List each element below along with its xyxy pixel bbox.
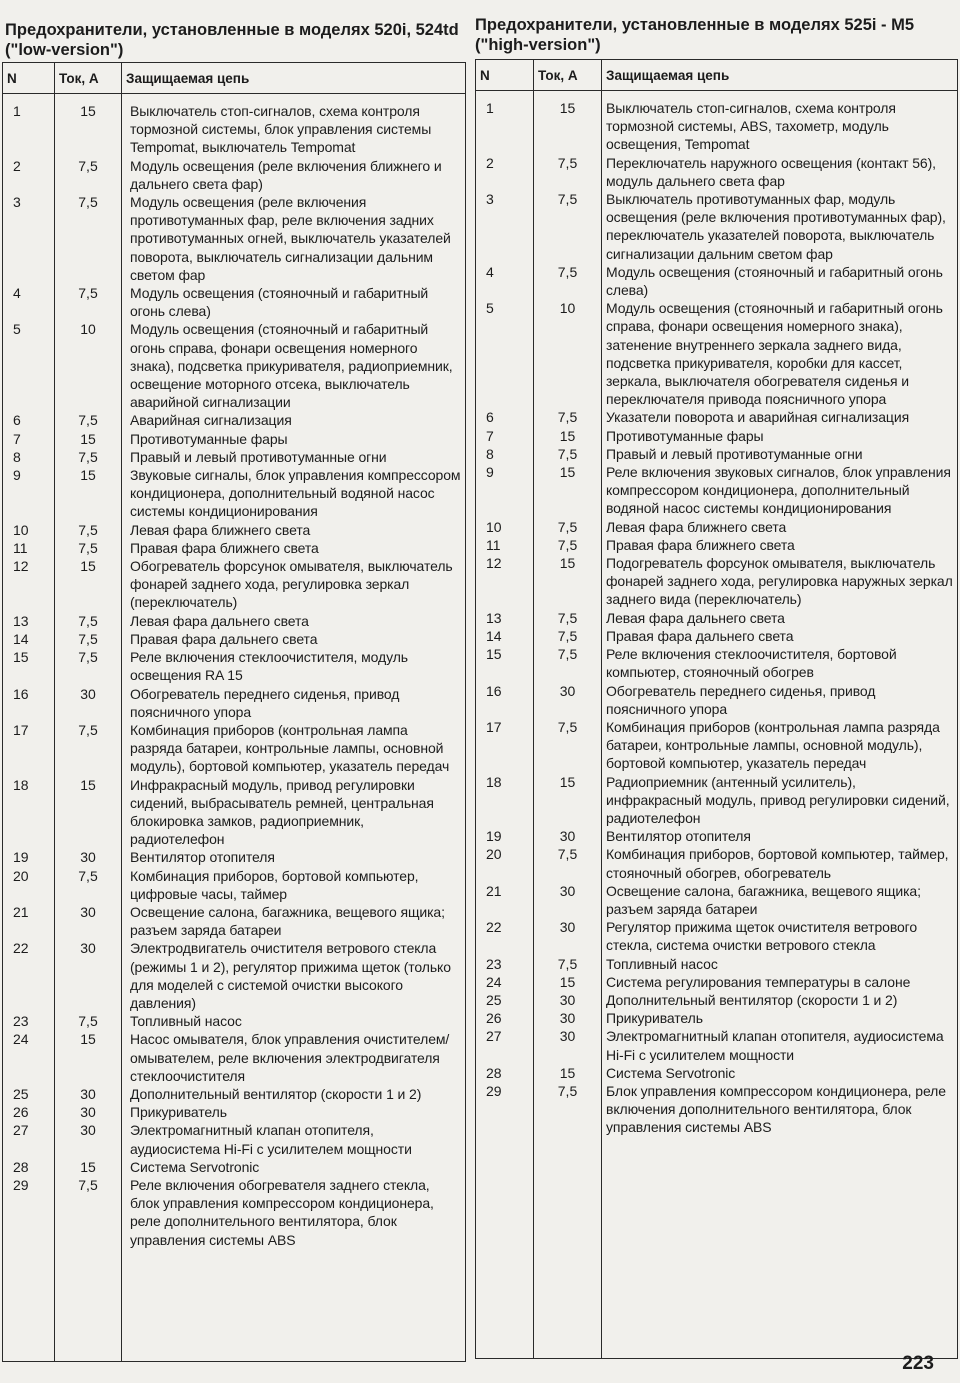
fuse-circuit: Насос омывателя, блок управления очистителем/омывателем, реле включения электродвигателя стеклоочистителя [130, 1031, 450, 1084]
fuse-current: 15 [55, 466, 122, 521]
fuse-circuit: Регулятор прижима щеток очистителя ветрового стекла, система очистки ветрового стекла [606, 919, 918, 954]
table-row [3, 284, 466, 320]
table-header-row [476, 60, 958, 91]
fuse-number: 2 [476, 154, 534, 190]
table-row [3, 448, 466, 466]
fuse-current: 7,5 [55, 157, 122, 193]
table-row [476, 827, 958, 845]
fuse-circuit: Освещение салона, багажника, вещевого ящика; разъем заряда батареи [606, 882, 921, 917]
table-row [476, 955, 958, 973]
fuse-circuit: Инфракрасный модуль, привод регулировки сидений, выбрасыватель ремней, центральная блокировка замков, радиоприемник, радиотелефон [130, 776, 434, 848]
table-row [476, 427, 958, 445]
fuse-current: 7,5 [55, 612, 122, 630]
fuse-current: 30 [534, 991, 602, 1009]
header-current: Ток, А [534, 60, 602, 91]
fuse-current: 15 [534, 91, 602, 154]
fuse-current: 15 [534, 554, 602, 609]
fuse-number: 10 [3, 521, 55, 539]
fuse-current: 30 [534, 882, 602, 918]
fuse-current: 7,5 [534, 263, 602, 299]
fuse-current: 7,5 [55, 539, 122, 557]
fuse-current: 30 [534, 1009, 602, 1027]
fuse-current: 7,5 [534, 408, 602, 426]
fuse-circuit: Система Servotronic [130, 1158, 260, 1175]
fuse-circuit: Реле включения обогревателя заднего стекла, блок управления компрессором кондиционера, реле дополнительного вентилятора, блок управления системы ABS [130, 1176, 434, 1248]
table-row [476, 190, 958, 263]
table-filler-cell [602, 1137, 958, 1359]
fuse-circuit: Модуль освещения (стояночный и габаритный огонь справа, фонари освещения номерного знака), подсветка прикуривателя, радиоприемник, освещение моторного отсека, выключатель аварийной сигнализации [130, 321, 453, 411]
fuse-circuit: Правая фара ближнего света [130, 539, 319, 556]
fuse-circuit: Модуль освещения (стояночный и габаритный огонь слева) [130, 285, 429, 320]
fuse-current: 15 [534, 1064, 602, 1082]
table-row [3, 776, 466, 849]
fuse-current: 30 [55, 848, 122, 866]
fuse-number: 28 [476, 1064, 534, 1082]
table-row [3, 157, 466, 193]
fuse-current: 7,5 [55, 521, 122, 539]
fuse-circuit: Модуль освещения (стояночный и габаритный огонь слева) [606, 263, 943, 299]
fuse-number: 21 [3, 903, 55, 939]
table-row [476, 263, 958, 299]
fuse-number: 18 [3, 776, 55, 849]
fuse-current: 7,5 [55, 721, 122, 776]
fuse-current: 7,5 [534, 609, 602, 627]
fuse-current: 7,5 [55, 448, 122, 466]
table-row [476, 299, 958, 408]
table-row [476, 91, 958, 154]
fuse-current: 15 [55, 557, 122, 612]
right-fuse-table [475, 59, 958, 1359]
right-section [475, 0, 958, 1359]
fuse-circuit: Противотуманные фары [130, 430, 288, 447]
fuse-circuit: Выключатель стоп-сигналов, схема контроля тормозной системы, блок управления системы Tempomat, выключатель Tempomat [130, 103, 432, 156]
table-row [3, 466, 466, 521]
table-row [476, 918, 958, 954]
fuse-current: 30 [534, 827, 602, 845]
fuse-circuit: Прикуриватель [606, 1010, 703, 1027]
fuse-number: 3 [3, 193, 55, 284]
fuse-circuit: Вентилятор отопителя [606, 828, 751, 845]
fuse-current: 15 [55, 430, 122, 448]
table-row [3, 557, 466, 612]
fuse-current: 15 [55, 1030, 122, 1085]
table-row [476, 609, 958, 627]
fuse-current: 30 [55, 685, 122, 721]
table-row [3, 612, 466, 630]
fuse-current: 7,5 [55, 1012, 122, 1030]
fuse-current: 7,5 [534, 718, 602, 773]
fuse-current: 7,5 [534, 518, 602, 536]
fuse-current: 7,5 [534, 645, 602, 681]
table-filler-cell [122, 1249, 466, 1362]
fuse-circuit: Дополнительный вентилятор (скорости 1 и 2) [606, 991, 898, 1008]
table-row [476, 1082, 958, 1137]
fuse-circuit: Звуковые сигналы, блок управления компрессором кондиционера, дополнительный водяной насос системы кондиционирования [130, 467, 461, 520]
table-row [476, 991, 958, 1009]
fuse-number: 6 [3, 411, 55, 429]
table-row [476, 1027, 958, 1063]
fuse-number: 13 [476, 609, 534, 627]
fuse-number: 5 [476, 299, 534, 408]
table-row [476, 973, 958, 991]
table-row [3, 721, 466, 776]
fuse-circuit: Модуль освещения (реле включения ближнего и дальнего света фар) [130, 157, 442, 192]
table-row [3, 411, 466, 429]
fuse-number: 8 [3, 448, 55, 466]
header-current: Ток, А [55, 63, 122, 94]
fuse-circuit: Система Servotronic [606, 1064, 736, 1081]
fuse-circuit: Комбинация приборов, бортовой компьютер, цифровые часы, таймер [130, 867, 419, 902]
fuse-current: 7,5 [55, 648, 122, 684]
table-filler-row [476, 1137, 958, 1359]
fuse-current: 7,5 [55, 193, 122, 284]
fuse-current: 30 [55, 1103, 122, 1121]
fuse-number: 25 [476, 991, 534, 1009]
fuse-number: 22 [476, 918, 534, 954]
fuse-circuit: Комбинация приборов (контрольная лампа разряда батареи, контрольные лампы, основной модуль), бортовой компьютер, указатель передач [606, 718, 940, 772]
table-row [3, 1158, 466, 1176]
table-row [476, 554, 958, 609]
fuse-number: 16 [3, 685, 55, 721]
fuse-circuit: Модуль освещения (стояночный и габаритный огонь справа, фонари освещения номерного знака), затенение внутреннего зеркала заднего вида, подсветка прикуривателя, коробки для кассет, зеркала, выключателя обогревателя сиденья и переключателя привода поясничного упора [606, 300, 943, 408]
fuse-circuit: Освещение салона, багажника, вещевого ящика; разъем заряда батареи [130, 903, 445, 939]
fuse-number: 1 [3, 94, 55, 157]
fuse-circuit: Электромагнитный клапан отопителя, аудиосистема Hi-Fi с усилителем мощности [130, 1122, 412, 1157]
fuse-circuit: Дополнительный вентилятор (скорости 1 и 2) [130, 1085, 422, 1102]
table-row [476, 518, 958, 536]
fuse-number: 23 [476, 955, 534, 973]
table-row [3, 685, 466, 721]
fuse-current: 30 [534, 918, 602, 954]
fuse-circuit: Вентилятор отопителя [130, 849, 275, 866]
fuse-circuit: Комбинация приборов (контрольная лампа разряда батареи, контрольные лампы, основной модуль), бортовой компьютер, указатель передач [130, 721, 450, 775]
fuse-circuit: Реле включения стеклоочистителя, модуль освещения RA 15 [130, 649, 408, 684]
fuse-circuit: Левая фара ближнего света [130, 521, 311, 538]
table-row [476, 718, 958, 773]
fuse-circuit: Прикуриватель [130, 1104, 227, 1121]
table-row [3, 867, 466, 903]
fuse-number: 29 [476, 1082, 534, 1137]
table-row [476, 882, 958, 918]
fuse-circuit: Выключатель стоп-сигналов, схема контроля тормозной системы, ABS, тахометр, модуль освещения, Tempomat [606, 100, 896, 153]
table-row [476, 463, 958, 518]
fuse-number: 26 [476, 1009, 534, 1027]
table-row [3, 94, 466, 157]
table-row [476, 445, 958, 463]
table-row [3, 1176, 466, 1249]
fuse-number: 29 [3, 1176, 55, 1249]
fuse-current: 15 [55, 1158, 122, 1176]
table-row [3, 521, 466, 539]
table-row [3, 320, 466, 411]
fuse-circuit: Обогреватель переднего сиденья, привод поясничного упора [606, 682, 876, 717]
header-circuit: Защищаемая цепь [122, 63, 466, 94]
fuse-number: 12 [3, 557, 55, 612]
fuse-number: 20 [476, 845, 534, 881]
table-row [3, 630, 466, 648]
fuse-current: 30 [534, 682, 602, 718]
fuse-number: 13 [3, 612, 55, 630]
fuse-circuit: Переключатель наружного освещения (контакт 56), модуль дальнего света фар [606, 154, 936, 189]
fuse-current: 7,5 [55, 284, 122, 320]
fuse-circuit: Обогреватель форсунок омывателя, выключатель фонарей заднего хода, регулировка зеркал (переключатель) [130, 558, 453, 611]
fuse-current: 7,5 [534, 154, 602, 190]
fuse-current: 7,5 [534, 627, 602, 645]
table-row [476, 627, 958, 645]
fuse-circuit: Электродвигатель очистителя ветрового стекла (режимы 1 и 2), регулятор прижима щеток (только для моделей с системой очистки высокого давления) [130, 940, 451, 1011]
table-filler-cell [55, 1249, 122, 1362]
right-table-body [476, 91, 958, 1359]
fuse-current: 15 [55, 94, 122, 157]
fuse-number: 6 [476, 408, 534, 426]
fuse-number: 2 [3, 157, 55, 193]
fuse-current: 15 [534, 463, 602, 518]
table-row [476, 845, 958, 881]
fuse-number: 12 [476, 554, 534, 609]
fuse-number: 11 [3, 539, 55, 557]
fuse-number: 15 [3, 648, 55, 684]
left-table-title: Предохранители, установленные в моделях 520i, 524td ("low-version") [5, 21, 459, 59]
table-row [476, 408, 958, 426]
table-row [3, 848, 466, 866]
fuse-current: 30 [55, 903, 122, 939]
fuse-current: 7,5 [55, 1176, 122, 1249]
fuse-number: 7 [3, 430, 55, 448]
table-header-row [3, 63, 466, 94]
table-filler-row [3, 1249, 466, 1362]
table-row [3, 430, 466, 448]
fuse-circuit: Подогреватель форсунок омывателя, выключатель фонарей заднего хода, регулировка наружных зеркал заднего вида (переключатель) [606, 555, 953, 608]
page-number: 223 [902, 1353, 934, 1374]
fuse-circuit: Топливный насос [606, 955, 718, 972]
fuse-circuit: Блок управления компрессором кондиционера, реле включения дополнительного вентилятора, блок управления системы ABS [606, 1082, 946, 1136]
table-row [3, 1030, 466, 1085]
fuse-current: 30 [55, 939, 122, 1012]
table-row [476, 154, 958, 190]
table-row [476, 1009, 958, 1027]
header-number: N [476, 60, 534, 91]
fuse-circuit: Модуль освещения (реле включения противотуманных фар, реле включения задних противотуманных огней, выключатель указателей поворота, выключатель сигнализации дальним светом фар [130, 194, 451, 283]
fuse-number: 27 [3, 1121, 55, 1157]
fuse-current: 7,5 [534, 536, 602, 554]
header-number: N [3, 63, 55, 94]
fuse-circuit: Левая фара дальнего света [606, 609, 785, 626]
fuse-number: 11 [476, 536, 534, 554]
table-row [3, 939, 466, 1012]
fuse-number: 19 [476, 827, 534, 845]
fuse-number: 24 [3, 1030, 55, 1085]
fuse-current: 30 [55, 1121, 122, 1157]
fuse-circuit: Правая фара дальнего света [606, 627, 794, 644]
fuse-number: 4 [476, 263, 534, 299]
fuse-circuit: Комбинация приборов, бортовой компьютер, таймер, стояночный обогрев, обогреватель [606, 846, 949, 881]
fuse-number: 25 [3, 1085, 55, 1103]
fuse-number: 18 [476, 773, 534, 828]
fuse-current: 7,5 [55, 411, 122, 429]
fuse-number: 8 [476, 445, 534, 463]
fuse-circuit: Указатели поворота и аварийная сигнализация [606, 409, 910, 426]
fuse-current: 15 [534, 427, 602, 445]
fuse-circuit: Радиоприемник (антенный усилитель), инфракрасный модуль, привод регулировки сидений, радиотелефон [606, 773, 950, 826]
left-section [2, 0, 466, 1362]
fuse-current: 7,5 [534, 190, 602, 263]
fuse-circuit: Правый и левый противотуманные огни [606, 445, 863, 462]
fuse-number: 14 [3, 630, 55, 648]
fuse-number: 24 [476, 973, 534, 991]
fuse-number: 17 [3, 721, 55, 776]
table-row [3, 539, 466, 557]
fuse-number: 19 [3, 848, 55, 866]
fuse-current: 30 [55, 1085, 122, 1103]
fuse-circuit: Левая фара дальнего света [130, 612, 309, 629]
table-row [476, 1064, 958, 1082]
fuse-number: 23 [3, 1012, 55, 1030]
table-row [476, 536, 958, 554]
table-row [3, 1103, 466, 1121]
fuse-number: 10 [476, 518, 534, 536]
table-row [476, 773, 958, 828]
fuse-circuit: Правый и левый противотуманные огни [130, 448, 387, 465]
fuse-number: 9 [476, 463, 534, 518]
header-circuit: Защищаемая цепь [602, 60, 958, 91]
table-row [3, 648, 466, 684]
fuse-current: 7,5 [534, 845, 602, 881]
fuse-number: 17 [476, 718, 534, 773]
fuse-current: 15 [55, 776, 122, 849]
fuse-current: 7,5 [534, 955, 602, 973]
fuse-current: 15 [534, 773, 602, 828]
fuse-circuit: Электромагнитный клапан отопителя, аудиосистема Hi-Fi с усилителем мощности [606, 1028, 944, 1063]
fuse-current: 7,5 [55, 630, 122, 648]
table-filler-cell [3, 1249, 55, 1362]
table-row [476, 645, 958, 681]
table-row [3, 903, 466, 939]
fuse-circuit: Реле включения звуковых сигналов, блок управления компрессором кондиционера, дополнительный водяной насос системы кондиционирования [606, 464, 951, 517]
right-table-title: Предохранители, установленные в моделях 525i - M5 ("high-version") [475, 16, 915, 54]
fuse-current: 15 [534, 973, 602, 991]
fuse-current: 7,5 [534, 445, 602, 463]
fuse-number: 22 [3, 939, 55, 1012]
fuse-circuit: Левая фара ближнего света [606, 518, 787, 535]
fuse-number: 26 [3, 1103, 55, 1121]
fuse-number: 9 [3, 466, 55, 521]
fuse-number: 20 [3, 867, 55, 903]
fuse-circuit: Система регулирования температуры в салоне [606, 973, 911, 990]
fuse-circuit: Выключатель противотуманных фар, модуль освещения (реле включения противотуманных фар), переключатель указателей поворота, выключатель сигнализации дальним светом фар [606, 191, 946, 262]
fuse-circuit: Обогреватель переднего сиденья, привод поясничного упора [130, 685, 400, 720]
fuse-circuit: Реле включения стеклоочистителя, бортовой компьютер, стояночный обогрев [606, 646, 897, 681]
fuse-circuit: Топливный насос [130, 1013, 242, 1030]
table-row [3, 193, 466, 284]
fuse-number: 4 [3, 284, 55, 320]
fuse-circuit: Аварийная сигнализация [130, 412, 292, 429]
table-row [3, 1085, 466, 1103]
fuse-number: 14 [476, 627, 534, 645]
table-filler-cell [476, 1137, 534, 1359]
fuse-circuit: Правая фара ближнего света [606, 536, 795, 553]
fuse-number: 15 [476, 645, 534, 681]
table-row [3, 1121, 466, 1157]
fuse-circuit: Правая фара дальнего света [130, 630, 318, 647]
fuse-number: 16 [476, 682, 534, 718]
fuse-number: 27 [476, 1027, 534, 1063]
fuse-number: 28 [3, 1158, 55, 1176]
left-table-body [3, 94, 466, 1362]
table-filler-cell [534, 1137, 602, 1359]
fuse-current: 10 [534, 299, 602, 408]
left-fuse-table [2, 62, 466, 1362]
fuse-current: 10 [55, 320, 122, 411]
table-row [3, 1012, 466, 1030]
fuse-number: 21 [476, 882, 534, 918]
fuse-number: 1 [476, 91, 534, 154]
fuse-current: 30 [534, 1027, 602, 1063]
table-row [476, 682, 958, 718]
fuse-number: 3 [476, 190, 534, 263]
fuse-number: 7 [476, 427, 534, 445]
fuse-current: 7,5 [534, 1082, 602, 1137]
fuse-current: 7,5 [55, 867, 122, 903]
fuse-number: 5 [3, 320, 55, 411]
fuse-circuit: Противотуманные фары [606, 427, 764, 444]
